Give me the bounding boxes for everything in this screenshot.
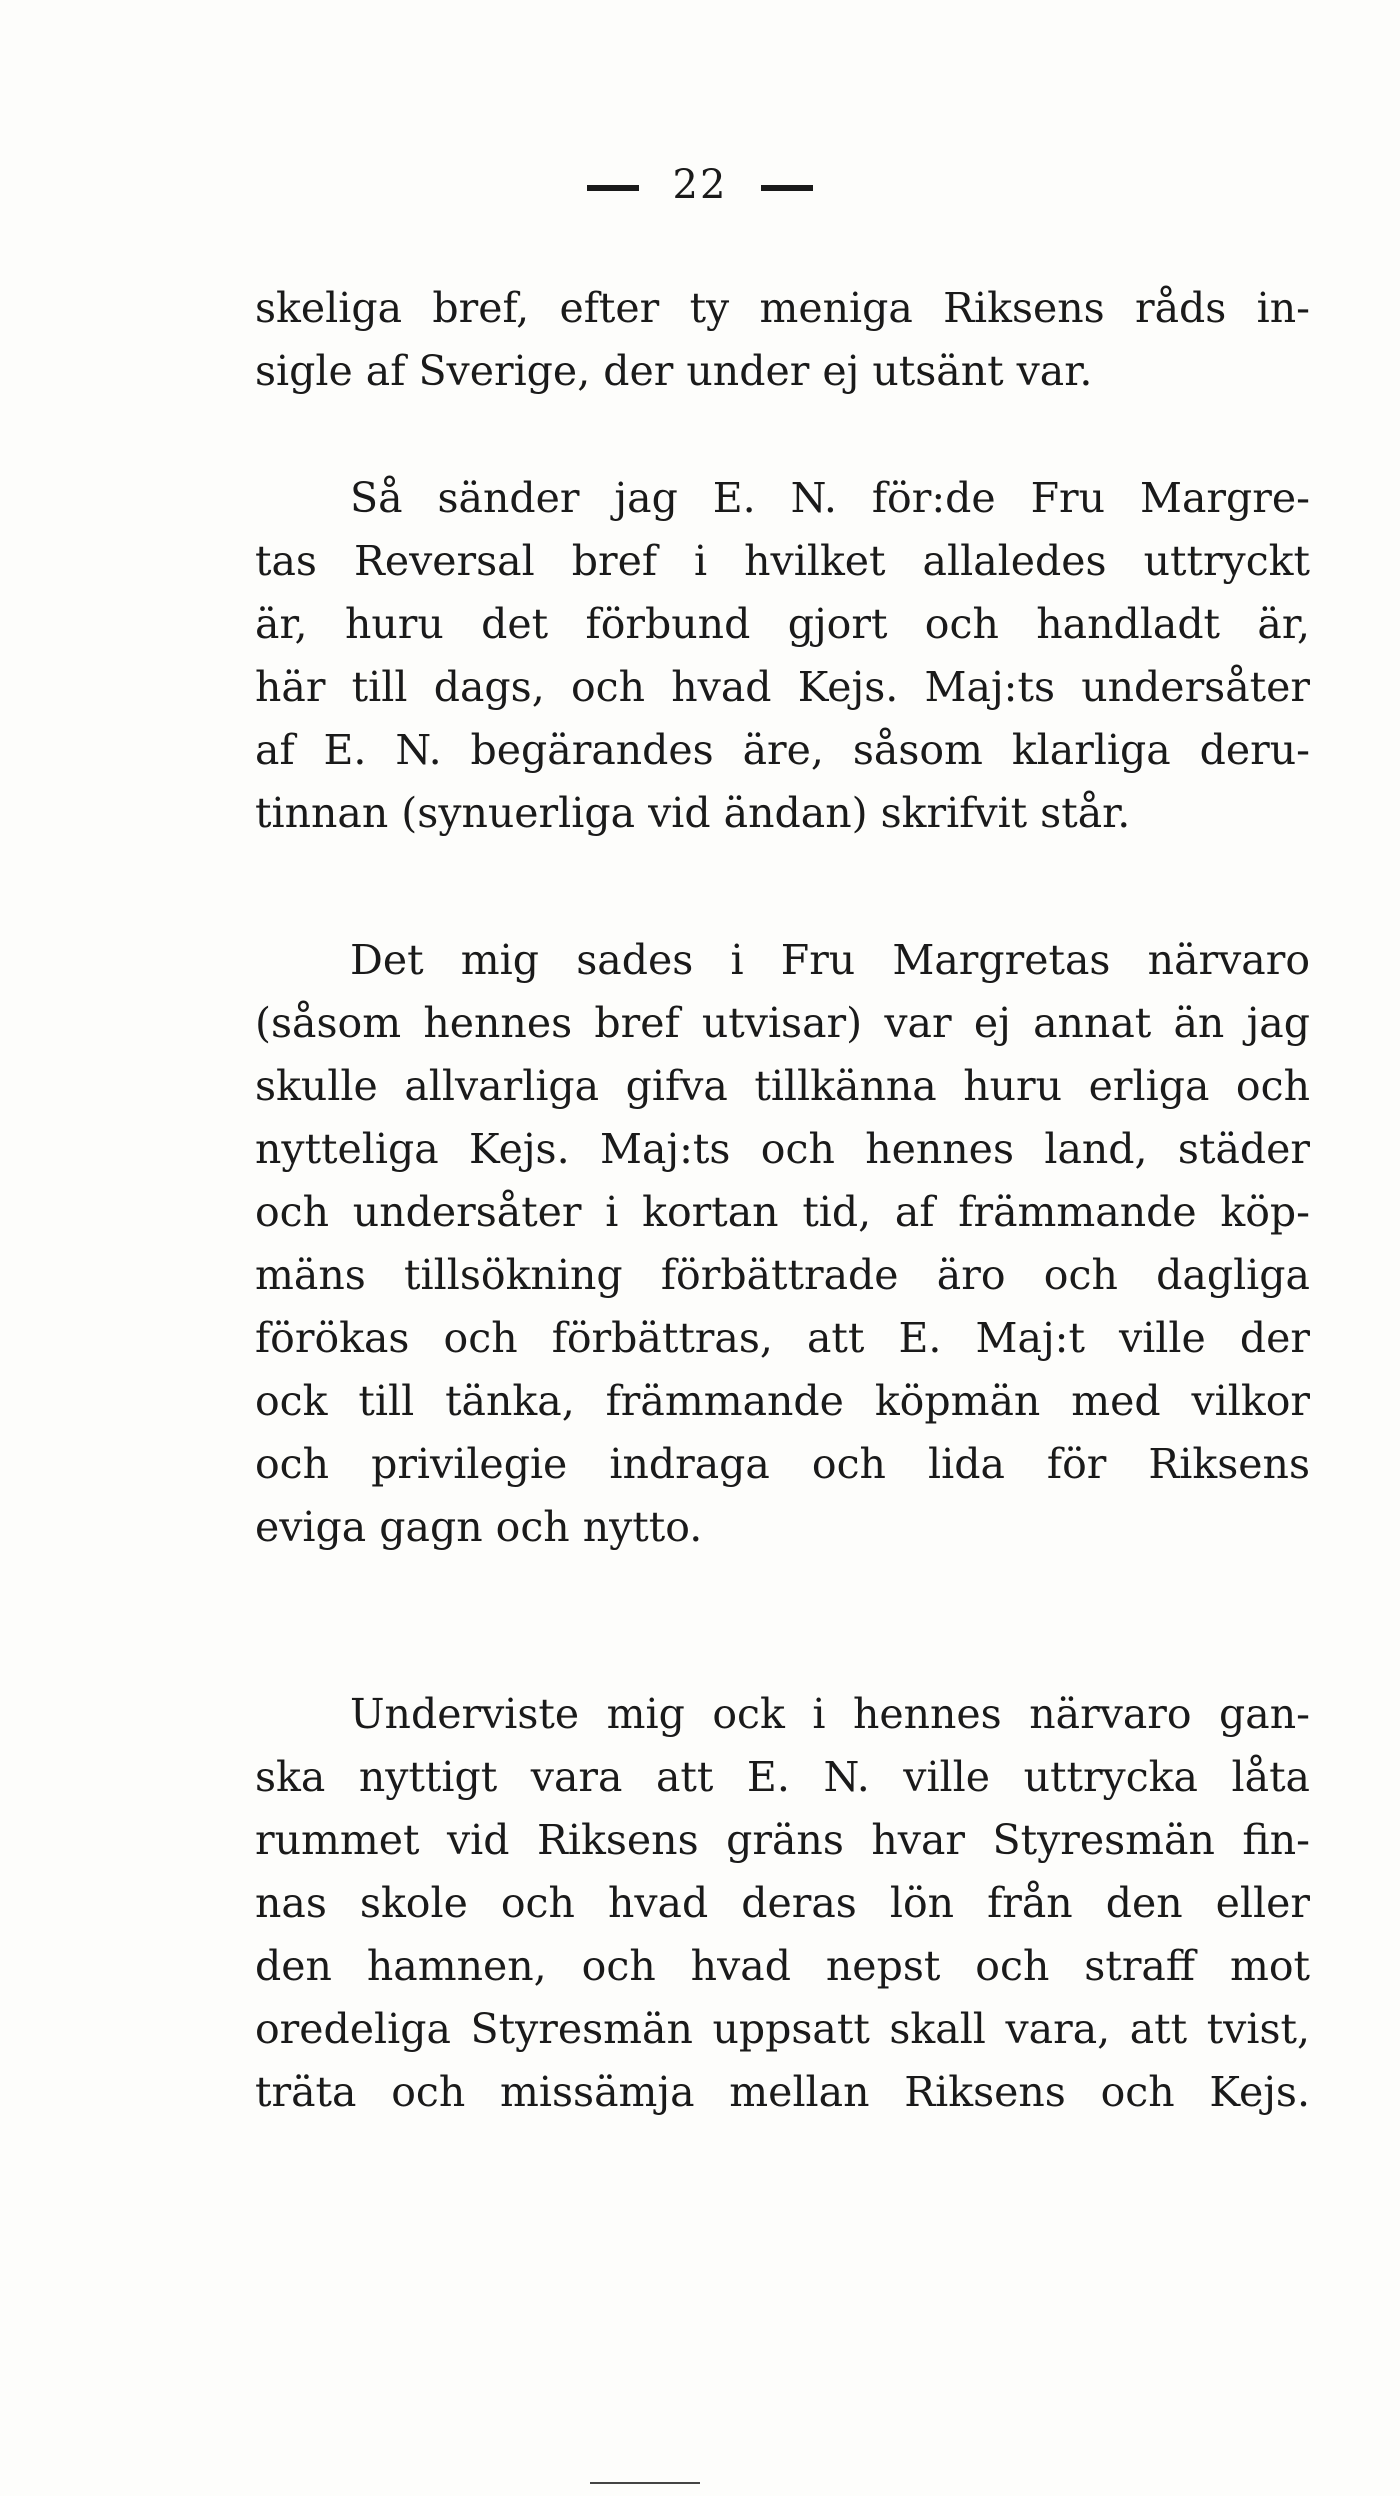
text-line: af E. N. begärandes äre, såsom klarliga deru- <box>255 726 1310 774</box>
text-line: och privilegie indraga och lida för Riksens <box>255 1440 1310 1488</box>
text-line: ska nyttigt vara att E. N. ville uttrycka låta <box>255 1753 1310 1801</box>
bottom-rule <box>590 2482 700 2484</box>
text-line: är, huru det förbund gjort och handladt är, <box>255 600 1310 648</box>
text-line: träta och missämja mellan Riksens och Kejs. <box>255 2068 1310 2116</box>
text-line: Underviste mig ock i hennes närvaro gan- <box>350 1690 1310 1738</box>
text-line: Så sänder jag E. N. för:de Fru Margre- <box>350 474 1310 522</box>
text-line: tas Reversal bref i hvilket allaledes uttryckt <box>255 537 1310 585</box>
text-line: (såsom hennes bref utvisar) var ej annat än jag <box>255 999 1310 1047</box>
page-number: 22 <box>672 162 728 208</box>
paragraph-2 <box>255 474 1310 837</box>
header-dash-left <box>587 185 639 191</box>
text-line: mäns tillsökning förbättrade äro och dagliga <box>255 1251 1310 1299</box>
text-line: Det mig sades i Fru Margretas närvaro <box>350 936 1310 984</box>
header-dash-right <box>761 185 813 191</box>
paragraph-4 <box>255 1690 1310 2116</box>
paragraph-3 <box>255 936 1310 1551</box>
text-line: skeliga bref, efter ty meniga Riksens råds in- <box>255 284 1310 332</box>
text-line: ock till tänka, främmande köpmän med vilkor <box>255 1377 1310 1425</box>
text-line: rummet vid Riksens gräns hvar Styresmän fin- <box>255 1816 1310 1864</box>
text-line: tinnan (synuerliga vid ändan) skrifvit står. <box>255 789 1131 837</box>
text-line: och undersåter i kortan tid, af främmande köp- <box>255 1188 1310 1236</box>
paragraph-1 <box>255 284 1310 395</box>
text-line: nas skole och hvad deras lön från den eller <box>255 1879 1310 1927</box>
page-header <box>0 162 1400 208</box>
text-line: här till dags, och hvad Kejs. Maj:ts undersåter <box>255 663 1310 711</box>
text-line: förökas och förbättras, att E. Maj:t ville der <box>255 1314 1310 1362</box>
text-line: den hamnen, och hvad nepst och straff mot <box>255 1942 1310 1990</box>
text-line: oredeliga Styresmän uppsatt skall vara, att tvist, <box>255 2005 1310 2053</box>
text-line: sigle af Sverige, der under ej utsänt var. <box>255 347 1093 395</box>
text-line: eviga gagn och nytto. <box>255 1503 703 1551</box>
text-line: nytteliga Kejs. Maj:ts och hennes land, städer <box>255 1125 1310 1173</box>
text-line: skulle allvarliga gifva tillkänna huru erliga och <box>255 1062 1310 1110</box>
